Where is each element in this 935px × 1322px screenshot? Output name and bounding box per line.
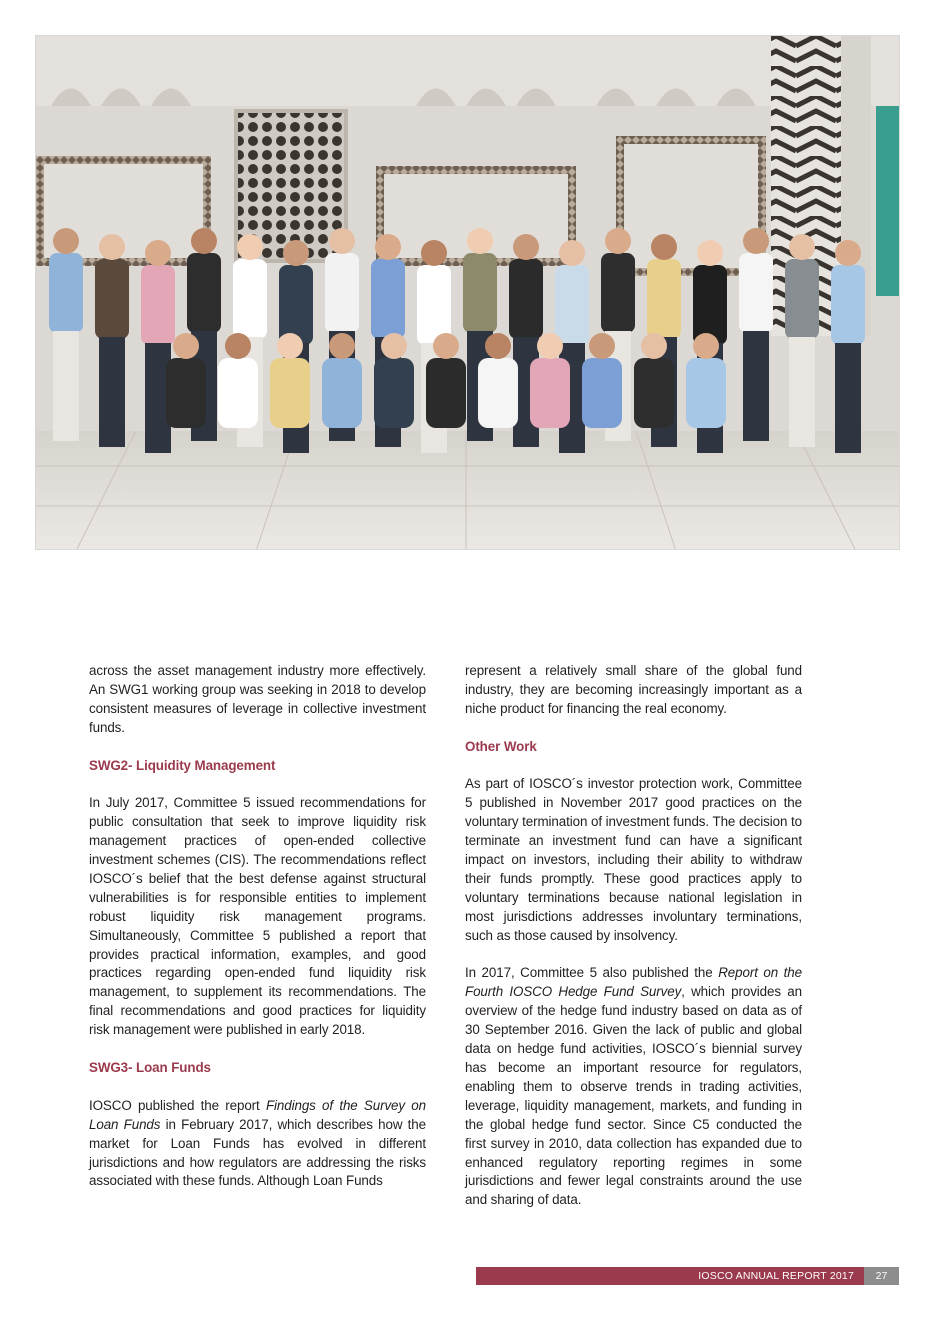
standing-person-head <box>99 234 125 260</box>
standing-person-body <box>463 253 497 333</box>
standing-person-head <box>743 228 769 254</box>
standing-person-body <box>279 265 313 345</box>
standing-person-body <box>187 253 221 333</box>
kneeling-person-body <box>686 358 726 428</box>
kneeling-person-head <box>329 333 355 359</box>
paragraph-hedge-text-b: , which provides an overview of the hedge fund industry based on data as of 30 September 2016. Given the lack of public and global data on hedge fund activities, IOSCO´s biennial survey has become an important resource for regulators, enabling them to observe trends in trading activities, leverage, liquidity management, markets, and funding in the global hedge fund sector. Since C5 conducted the first survey in 2010, data collection has expanded due to enhanced regulatory reporting regimes in some jurisdictions and fewer legal constraints around the use and sharing of data. <box>465 984 802 1208</box>
standing-person-head <box>835 240 861 266</box>
paragraph-hedge-text-a: In 2017, Committee 5 also published the <box>465 965 719 981</box>
kneeling-person-head <box>693 333 719 359</box>
group-photo <box>35 35 900 550</box>
paragraph-loan-funds-continued: represent a relatively small share of the global fund industry, they are becoming increasingly important as a niche product for financing the real economy. <box>465 663 802 716</box>
kneeling-person-body <box>322 358 362 428</box>
right-text-column <box>465 662 802 1229</box>
standing-person-head <box>53 228 79 254</box>
standing-person-legs <box>743 331 769 441</box>
standing-person-body <box>417 265 451 345</box>
kneeling-person-head <box>641 333 667 359</box>
standing-person-legs <box>835 343 861 453</box>
standing-person-head <box>697 240 723 266</box>
standing-person-head <box>283 240 309 266</box>
report-title-hedge-fund-survey: Report on the Fourth IOSCO Hedge Fund Survey <box>465 965 803 1000</box>
heading-other-work: Other Work <box>465 738 537 754</box>
standing-person-body <box>647 259 681 339</box>
standing-person-body <box>509 259 543 339</box>
paragraph-hedge-fund-survey <box>465 964 802 1210</box>
kneeling-person-head <box>485 333 511 359</box>
standing-person-legs <box>99 337 125 447</box>
group-photo-drawing <box>36 36 900 550</box>
kneeling-person-body <box>478 358 518 428</box>
standing-person-body <box>233 259 267 339</box>
kneeling-person-head <box>433 333 459 359</box>
standing-person-body <box>325 253 359 333</box>
standing-person-body <box>95 259 129 339</box>
standing-person-head <box>651 234 677 260</box>
kneeling-person-head <box>173 333 199 359</box>
standing-person-body <box>141 265 175 345</box>
standing-person-body <box>785 259 819 339</box>
standing-person-head <box>513 234 539 260</box>
kneeling-person-head <box>537 333 563 359</box>
paragraph-swg1-continued: across the asset management industry more effectively. An SWG1 working group was seeking in 2018 to develop consistent measures of leverage in collective investment funds. <box>89 663 426 735</box>
standing-person-legs <box>789 337 815 447</box>
kneeling-person-body <box>426 358 466 428</box>
standing-person-body <box>601 253 635 333</box>
left-text-column <box>89 662 426 1210</box>
standing-person-head <box>605 228 631 254</box>
heading-swg2-liquidity-management: SWG2- Liquidity Management <box>89 757 276 773</box>
kneeling-person-body <box>166 358 206 428</box>
standing-person-head <box>421 240 447 266</box>
paragraph-investor-protection: As part of IOSCO´s investor protection work, Committee 5 published in November 2017 good practices on the voluntary termination of investment funds. The decision to terminate an investment fund can have a significant impact on investors, including their ability to withdraw their funds promptly. These good practices apply to voluntary terminations because national legislation in most jurisdictions addresses involuntary terminations, such as those caused by insolvency. <box>465 776 802 943</box>
standing-person-head <box>559 240 585 266</box>
kneeling-person-head <box>381 333 407 359</box>
standing-person-legs <box>53 331 79 441</box>
standing-person-body <box>49 253 83 333</box>
kneeling-person-body <box>530 358 570 428</box>
standing-person-body <box>555 265 589 345</box>
kneeling-person-head <box>277 333 303 359</box>
footer-page-number: 27 <box>864 1267 899 1285</box>
kneeling-person-body <box>374 358 414 428</box>
standing-person-head <box>329 228 355 254</box>
standing-person-body <box>831 265 865 345</box>
paragraph-swg2: In July 2017, Committee 5 issued recommendations for public consultation that seek to improve liquidity risk management practices of open-ended collective investment schemes (CIS). The recommendations reflect IOSCO´s belief that the best defense against structural vulnerabilities is for responsible entities to implement robust liquidity risk management programs. Simultaneously, Committee 5 published a report that provides practical information, examples, and good practices regarding open-ended fund liquidity risk management, to supplement its recommendations. The final recommendations and good practices for liquidity risk management were published in early 2018. <box>89 795 426 1038</box>
kneeling-person-head <box>225 333 251 359</box>
paragraph-swg3-text-a: IOSCO published the report <box>89 1097 266 1113</box>
kneeling-person-body <box>634 358 674 428</box>
standing-person-head <box>145 240 171 266</box>
standing-person-head <box>237 234 263 260</box>
standing-person-body <box>693 265 727 345</box>
standing-person-head <box>375 234 401 260</box>
paragraph-swg3-text-b: in February 2017, which describes how the market for Loan Funds has evolved in different jurisdictions and how regulators are addressing the risks associated with these funds. Although Loan Funds <box>89 1116 426 1189</box>
kneeling-person-body <box>218 358 258 428</box>
standing-person-head <box>789 234 815 260</box>
paragraph-swg3 <box>89 1097 426 1192</box>
kneeling-person-body <box>582 358 622 428</box>
report-title-loan-funds: Findings of the Survey on Loan Funds <box>89 1097 426 1132</box>
footer-report-title: IOSCO ANNUAL REPORT 2017 <box>476 1267 864 1285</box>
kneeling-person-head <box>589 333 615 359</box>
standing-person-head <box>191 228 217 254</box>
standing-person-body <box>371 259 405 339</box>
heading-swg3-loan-funds: SWG3- Loan Funds <box>89 1059 211 1075</box>
standing-person-body <box>739 253 773 333</box>
standing-person-head <box>467 228 493 254</box>
kneeling-person-body <box>270 358 310 428</box>
